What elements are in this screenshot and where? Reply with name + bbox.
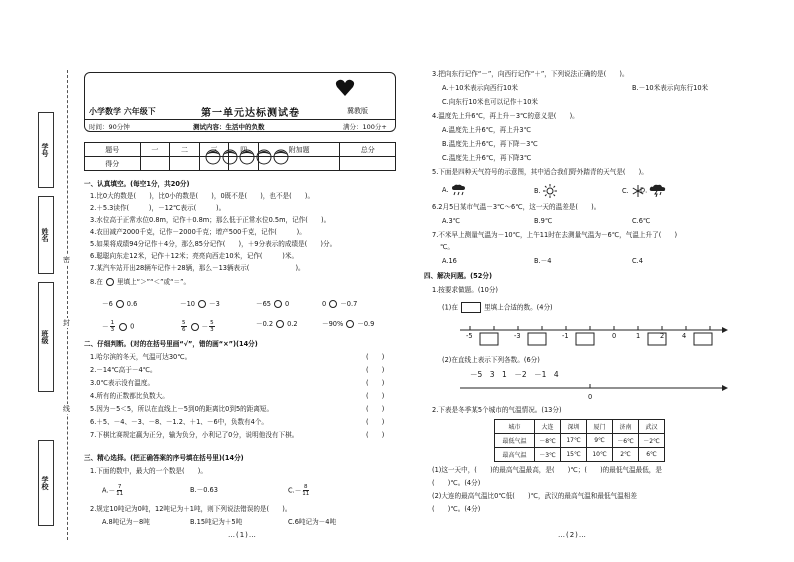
tick-label: 0 (612, 332, 617, 340)
score-row-label: 得分 (85, 157, 141, 171)
cmp-val: －90% (322, 320, 344, 328)
denominator: 6 (182, 327, 186, 333)
cmp-val: 0.2 (287, 320, 298, 328)
answer-paren[interactable]: ( ) (366, 366, 385, 374)
p1-title: 1.按要求做题。(10分) (432, 286, 498, 294)
table-header: 大连 (535, 420, 561, 434)
tick-label: -3 (514, 332, 521, 340)
zero-label: 0 (588, 393, 593, 401)
p1a-pre: (1)在 (442, 303, 458, 312)
numerator: 5 (210, 320, 214, 326)
q6-option-c: C.6℃ (632, 217, 651, 225)
cmp-val: 0 (284, 300, 290, 308)
judge-item-7: 7.下棋比赛规定赢为正分，输为负分，小利记了0分，说明他没有下棋。 (90, 431, 299, 439)
judge-item-2: 2.－14℃高于－4℃。 (90, 366, 157, 374)
p1a-post: 里填上合适的数。(4分) (483, 303, 553, 312)
q1-option-c (288, 484, 310, 497)
option-letter: D. (640, 186, 648, 195)
part1-q6: 6.聪聪向东走12米，记作＋12米；亮亮向西走10米，记作( )米。 (90, 252, 299, 260)
option-text: C.－ (288, 486, 302, 495)
cut-line (67, 70, 68, 540)
answer-box[interactable] (461, 302, 481, 313)
table-header: 武汉 (639, 420, 665, 434)
number-label: 学号 (41, 143, 49, 157)
part1-q7: 7.某汽车站开出28辆车记作＋28辆，那么－13辆表示( )。 (90, 264, 305, 272)
score-blank[interactable] (140, 157, 170, 171)
part3-q2: 2.规定10吨记为0吨，12吨记为＋1吨，则下列说法错误的是( )。 (90, 505, 292, 513)
score-blank[interactable] (229, 157, 259, 171)
name-label: 姓名 (41, 228, 49, 242)
cmp-val: －0.7 (340, 300, 358, 308)
cut-word-3: 线 (63, 405, 70, 413)
subject-label: 小学数学 六年级下 (89, 107, 156, 116)
numerator: 7 (117, 484, 122, 490)
part2-heading: 二、仔细判断。(对的在括号里画“√”，错的画“×”)(14分) (84, 340, 258, 348)
right-q3: 3.把向东行记作“－”，向西行记作“＋”，下列说法正确的是( )。 (432, 70, 629, 78)
number-box (38, 112, 54, 188)
cut-word-2: 封 (63, 319, 70, 327)
q1-option-b: B.－0.63 (190, 486, 218, 494)
right-q7: 7.不米早上测量气温为－10℃，上午11时在去测量气温为－6℃，气温上升了( ) (432, 231, 678, 239)
cmp-val: －0.9 (357, 320, 375, 328)
part1-q4: 4.农田减产2000千克，记作－2000千克；增产500千克，记作( )。 (90, 228, 306, 236)
numerator: 8 (304, 484, 308, 490)
numerator: 1 (110, 320, 115, 326)
number-line-2 (458, 382, 728, 396)
cmp-val: －3 (208, 300, 220, 308)
q3-option-c: C.向东行10米也可以记作＋10米 (442, 98, 539, 106)
part1-q5: 5.如果将成绩94分记作＋4分，那么85分记作( )，＋9分表示的成绩是( )分。 (90, 240, 337, 248)
table-header: 厦门 (587, 420, 613, 434)
part4-heading: 四、解决问题。(52分) (424, 272, 492, 280)
circle-icon (106, 278, 114, 286)
compare-circle[interactable] (119, 323, 127, 331)
table-cell: －2℃ (639, 434, 665, 448)
compare-2 (180, 300, 220, 309)
p1a-line (442, 302, 553, 313)
table-cell: 9℃ (587, 434, 613, 448)
table-header: 济南 (613, 420, 639, 434)
compare-7 (256, 320, 298, 329)
table-cell: 15℃ (561, 448, 587, 462)
cut-word-1: 密 (63, 256, 70, 264)
part1-heading: 一、认真填空。(每空1分，共20分) (84, 180, 190, 188)
q7-unit: ℃。 (440, 243, 454, 251)
q4-option-c: C.温度先上升6℃，再下降3℃ (442, 154, 532, 162)
judge-item-5: 5.因为－5＜5，所以在直线上－5到0的距离比0到5的距离短。 (90, 405, 274, 413)
tick-label: -1 (562, 332, 569, 340)
number-line-1 (458, 322, 728, 354)
name-box (38, 196, 54, 274)
score-blank[interactable] (340, 157, 396, 171)
q8-text: 8.在 (90, 278, 103, 286)
judge-item-1: 1.哈尔滨的冬天，气温可达30℃。 (90, 353, 192, 361)
fraction (181, 320, 187, 333)
score-cell: 二 (170, 143, 200, 157)
fraction (209, 320, 215, 333)
part3-q1: 1.下面的数中，最大的一个数是( )。 (90, 467, 207, 475)
exam-header (84, 72, 396, 132)
table-cell: 2℃ (613, 448, 639, 462)
compare-5: － $\frac{1}{3}$ 0 (102, 320, 135, 333)
part1-q8 (90, 278, 190, 287)
cmp-val: －10 (180, 300, 195, 308)
tick-label: 1 (636, 332, 641, 340)
cmp-val: －65 (256, 300, 271, 308)
right-q4: 4.温度先上升6℃，再上升－3℃的意义是( )。 (432, 112, 579, 120)
q4-option-a: A.温度先上升6℃，再上升3℃ (442, 126, 532, 134)
denominator: 11 (302, 491, 310, 497)
judge-item-3: 3.0℃表示没有温度。 (90, 379, 155, 387)
page-number-right: …(2)… (558, 531, 587, 539)
judge-item-6: 6.＋5、－4、－3、－8、－1.2、＋1、－6中，负数有4个。 (90, 418, 269, 426)
score-label: 满分：100分+ (343, 123, 387, 131)
table-cell: 10℃ (587, 448, 613, 462)
option-letter: B. (534, 187, 541, 195)
q2-option-b: B.15吨记为＋5吨 (190, 518, 243, 526)
table-cell: 6℃ (639, 448, 665, 462)
compare-circle[interactable] (329, 300, 337, 308)
numbers-to-mark: －5 3 1 －2 －1 4 (470, 370, 559, 379)
score-cell: 附加题 (258, 143, 339, 157)
table-cell: 最高气温 (495, 448, 535, 462)
option-letter: C. (622, 187, 629, 195)
class-label: 班级 (41, 330, 49, 344)
compare-4 (322, 300, 357, 309)
q2-option-c: C.6吨记为－4吨 (288, 518, 337, 526)
cmp-val: －0.2 (256, 320, 274, 328)
denominator: 3 (210, 327, 214, 333)
answer-paren[interactable]: ( ) (366, 405, 385, 413)
cmp-val: 0 (322, 300, 327, 308)
edition-label: 冀教版 (347, 107, 368, 115)
score-blank[interactable] (199, 157, 229, 171)
right-q5: 5.下面是四种天气符号的示意图，其中适合我们野外踏青的天气是( )。 (432, 168, 648, 176)
score-cell: 四 (229, 143, 259, 157)
fraction (110, 320, 116, 333)
thunderstorm-icon (649, 184, 667, 197)
answer-paren[interactable]: ( ) (366, 418, 385, 426)
denominator: 3 (110, 327, 115, 333)
sub-question-2b: ( )℃。(4分) (432, 505, 481, 513)
rain-icon (451, 184, 467, 196)
score-table (84, 142, 396, 171)
q8-text-b: 里填上“＞”“＜”或“＝”。 (116, 278, 191, 286)
answer-paren[interactable]: ( ) (366, 431, 385, 439)
sub-question-1: (1)这一天中，( )的最高气温最高，是( )℃；( )的最低气温最低，是 (432, 466, 662, 474)
tick-label: 4 (682, 332, 687, 340)
answer-paren[interactable]: ( ) (366, 353, 385, 361)
weather-option-d (640, 184, 667, 197)
score-blank[interactable] (258, 157, 339, 171)
city-temperature-table (494, 419, 665, 462)
table-cell: －8℃ (535, 434, 561, 448)
exam-title: 第一单元达标测试卷 (201, 108, 300, 119)
answer-paren[interactable]: ( ) (366, 392, 385, 400)
table-cell: －3℃ (535, 448, 561, 462)
score-cell: 总分 (340, 143, 396, 157)
score-blank[interactable] (170, 157, 200, 171)
compare-circle[interactable] (276, 320, 284, 328)
score-cell: 题号 (85, 143, 141, 157)
judge-item-4: 4.所有的正数都比负数大。 (90, 392, 169, 400)
q6-option-b: B.9℃ (534, 217, 553, 225)
p2-title: 2.下表是冬季某5个城市的气温情况。(13分) (432, 406, 562, 414)
neg-sign: － (201, 322, 209, 331)
heart-icon (335, 79, 355, 99)
compare-1 (102, 300, 137, 309)
table-header: 城市 (495, 420, 535, 434)
q7-option-a: A.16 (442, 257, 457, 265)
binding-strip (0, 0, 78, 562)
time-label: 时间：90分钟 (89, 123, 130, 131)
option-text: A.－ (102, 486, 116, 495)
table-cell: 17℃ (561, 434, 587, 448)
compare-circle[interactable] (274, 300, 282, 308)
table-cell: －6℃ (613, 434, 639, 448)
part1-q3: 3.水位高于正常水位0.8m，记作＋0.8m；那么低于正常水位0.5m，记作( )。 (90, 216, 331, 224)
q3-option-a: A.＋10米表示向西行10米 (442, 84, 519, 92)
sun-icon (543, 184, 557, 198)
option-letter: A. (442, 186, 449, 194)
q2-option-a: A.8吨记为－8吨 (102, 518, 150, 526)
sub-question-1b: ( )℃。(4分) (432, 479, 481, 487)
weather-option-b (534, 184, 557, 198)
table-header: 深圳 (561, 420, 587, 434)
right-q6: 6.2月5日某市气温－3℃～6℃，这一天的温差是( )。 (432, 203, 601, 211)
cmp-val: 0.6 (126, 300, 138, 308)
compare-circle[interactable] (198, 300, 206, 308)
cmp-val: －6 (102, 300, 113, 308)
part1-q2: 2.＋5.3读作( )，－12℃表示( )。 (90, 204, 226, 212)
q1-option-a (102, 484, 124, 497)
q4-option-b: B.温度先上升6℃，再下降－3℃ (442, 140, 538, 148)
compare-6 (180, 320, 216, 333)
part1-q1: 1.比0大的数是( )，比0小的数是( )，0既不是( )，也不是( )。 (90, 192, 315, 200)
compare-8 (322, 320, 374, 329)
score-cell: 三 (199, 143, 229, 157)
answer-paren[interactable]: ( ) (366, 379, 385, 387)
class-box (38, 282, 54, 392)
compare-circle[interactable] (116, 300, 124, 308)
school-box (38, 440, 54, 526)
fraction (302, 484, 309, 497)
q3-option-b: B.－10米表示向东行10米 (632, 84, 709, 92)
q7-option-b: B.－4 (534, 257, 552, 265)
numerator: 5 (182, 320, 186, 326)
neg-sign: － (102, 322, 109, 331)
school-label: 学校 (41, 476, 49, 490)
part3-heading: 三、精心选择。(把正确答案的序号填在括号里)(14分) (84, 454, 244, 462)
q6-option-a: A.3℃ (442, 217, 461, 225)
denominator: 11 (116, 491, 124, 497)
compare-3 (256, 300, 289, 309)
compare-circle[interactable] (191, 323, 199, 331)
page-number-left: …(1)… (228, 531, 257, 539)
q7-option-c: C.4 (632, 257, 643, 265)
content-label: 测试内容：生活中的负数 (193, 123, 265, 131)
fraction (116, 484, 123, 497)
table-cell: 最低气温 (495, 434, 535, 448)
sub-question-2: (2)大连的最高气温比0℃低( )℃，武汉的最高气温和最低气温相差 (432, 492, 637, 500)
tick-label: 2 (660, 332, 665, 340)
p1b-title: (2)在直线上表示下列各数。(6分) (442, 356, 540, 364)
tick-label: -5 (466, 332, 473, 340)
compare-circle[interactable] (346, 320, 354, 328)
weather-option-a (442, 184, 467, 196)
score-cell: 一 (140, 143, 170, 157)
header-divider (85, 119, 395, 120)
